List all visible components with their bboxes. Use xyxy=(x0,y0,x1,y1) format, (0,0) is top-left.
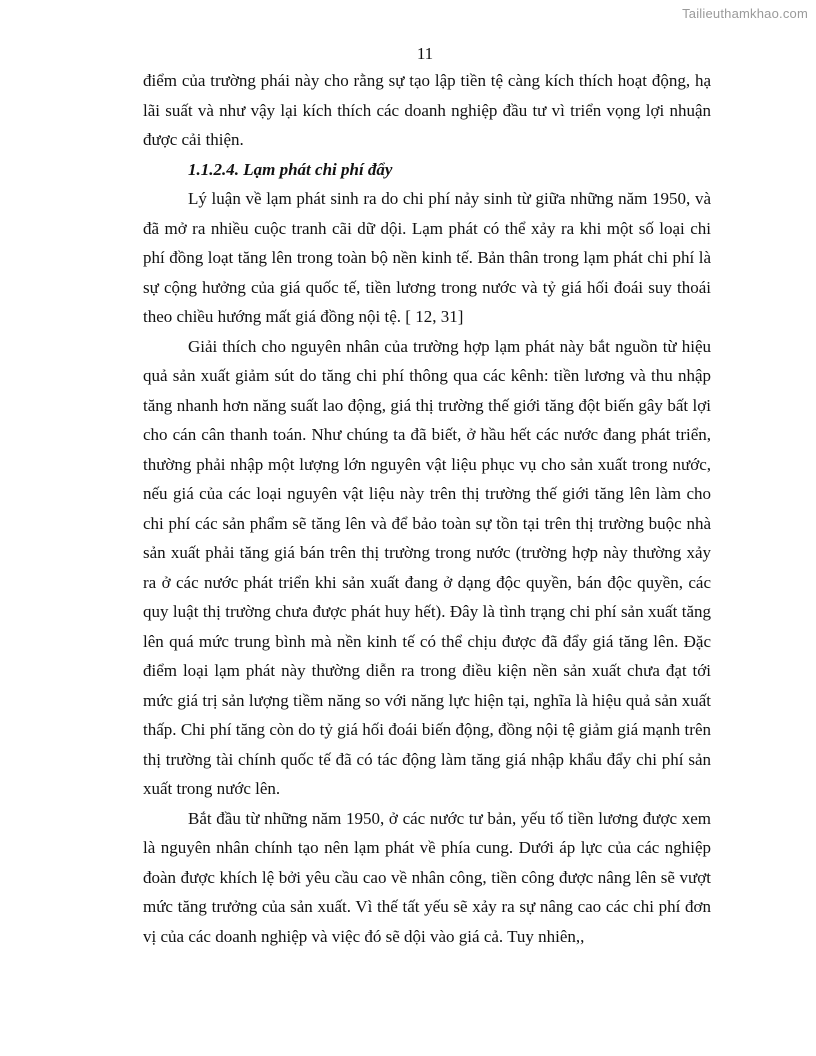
paragraph: Bắt đầu từ những năm 1950, ở các nước tư bản, yếu tố tiền lương được xem là nguyên nhân chính tạo nên lạm phát về phía cung. Dưới áp lực của các nghiệp đoàn được khích lệ bởi yêu cầu cao về nhân công, tiền công được nâng lên sẽ vượt mức tăng trưởng của sản xuất. Vì thế tất yếu sẽ xảy ra sự nâng cao các chi phí đơn vị của các doanh nghiệp và việc đó sẽ dội vào giá cả. Tuy nhiên,, xyxy=(143,808,711,946)
paragraph-continuation: điểm của trường phái này cho rằng sự tạo lập tiền tệ càng kích thích hoạt động, hạ lãi suất và như vậy lại kích thích các doanh nghiệp đầu tư vì triển vọng lợi nhuận được cải thiện. xyxy=(143,71,711,149)
watermark: Tailieuthamkhao.com xyxy=(682,6,808,21)
document-body xyxy=(143,66,711,951)
paragraph: Giải thích cho nguyên nhân của trường hợp lạm phát này bắt nguồn từ hiệu quả sản xuất giảm sút do tăng chi phí thông qua các kênh: tiền lương và thu nhập tăng nhanh hơn năng suất lao động, giá thị trường thế giới tăng đột biến gây bất lợi cho cán cân thanh toán. Như chúng ta đã biết, ở hầu hết các nước đang phát triển, thường phải nhập một lượng lớn nguyên vật liệu phục vụ cho sản xuất trong nước, nếu giá của các loại nguyên vật liệu này trên thị trường thế giới tăng lên làm cho chi phí các sản phẩm sẽ tăng lên và để bảo toàn sự tồn tại trên thị trường buộc nhà sản xuất phải tăng giá bán trên thị trường trong nước (trường hợp này thường xảy ra ở các nước phát triển khi sản xuất đang ở dạng độc quyền, bán độc quyền, các quy luật thị trường chưa được phát huy hết). Đây là tình trạng chi phí sản xuất tăng lên quá mức trung bình mà nền kinh tế có thể chịu được đã đẩy giá tăng lên. Đặc điểm loại lạm phát này thường diễn ra trong điều kiện nền sản xuất chưa đạt tới mức giá trị sản lượng tiềm năng so với năng lực hiện tại, nghĩa là hiệu quả sản xuất thấp. Chi phí tăng còn do tỷ giá hối đoái biến động, đồng nội tệ giảm giá mạnh trên thị trường tài chính quốc tế đã có tác động làm tăng giá nhập khẩu đẩy chi phí sản xuất trong nước lên. xyxy=(143,336,711,798)
page-number: 11 xyxy=(416,44,434,63)
paragraph: Lý luận về lạm phát sinh ra do chi phí nảy sinh từ giữa những năm 1950, và đã mở ra nhiều cuộc tranh cãi dữ dội. Lạm phát có thể xảy ra khi một số loại chi phí đồng loạt tăng lên trong toàn bộ nền kinh tế. Bản thân trong lạm phát chi phí là sự cộng hưởng của giá quốc tế, tiền lương trong nước và tỷ giá hối đoái suy thoái theo chiều hướng mất giá đồng nội tệ. [ 12, 31] xyxy=(143,189,711,326)
section-heading: 1.1.2.4. Lạm phát chi phí đẩy xyxy=(188,159,393,179)
